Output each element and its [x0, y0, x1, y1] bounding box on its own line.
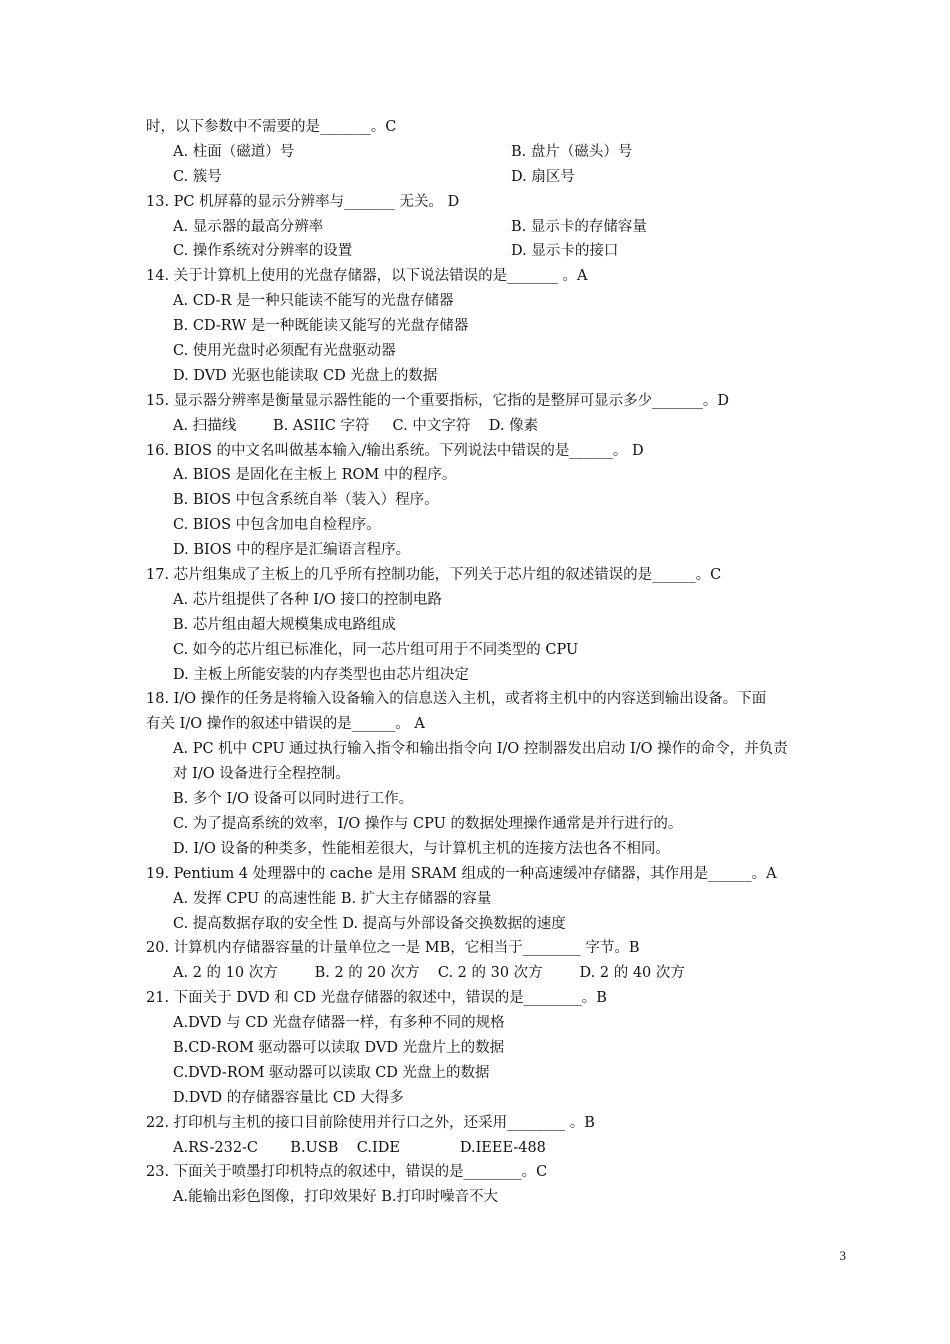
option-line: A. BIOS 是固化在主板上 ROM 中的程序。: [173, 467, 457, 484]
question-line: 18. I/O 操作的任务是将输入设备输入的信息送入主机，或者将主机中的内容送到输出设备。下面: [146, 691, 767, 708]
option-right: D. 显示卡的接口: [511, 243, 619, 260]
option-row: [146, 165, 846, 190]
question-line: 21. 下面关于 DVD 和 CD 光盘存储器的叙述中，错误的是________。B: [146, 990, 607, 1007]
option-line: B. 芯片组由超大规模集成电路组成: [173, 616, 396, 633]
question-line: 有关 I/O 操作的叙述中错误的是______。 A: [146, 716, 425, 733]
option-line: A. 芯片组提供了各种 I/O 接口的控制电路: [173, 591, 442, 608]
option-line: D. BIOS 中的程序是汇编语言程序。: [173, 542, 411, 559]
option-line: C. 使用光盘时必须配有光盘驱动器: [173, 343, 396, 360]
option-row: [146, 215, 846, 240]
option-line: A. 发挥 CPU 的高速性能 B. 扩大主存储器的容量: [173, 890, 492, 907]
option-row: [146, 239, 846, 264]
option-line: B. CD-RW 是一种既能读又能写的光盘存储器: [173, 318, 469, 335]
question-list: [146, 115, 846, 1210]
question-line: 17. 芯片组集成了主板上的几乎所有控制功能，下列关于芯片组的叙述错误的是______。C: [146, 567, 722, 584]
option-line: A. PC 机中 CPU 通过执行输入指令和输出指令向 I/O 控制器发出启动 I/O 操作的命令，并负责: [173, 741, 788, 758]
question-line: 时，以下参数中不需要的是_______。C: [146, 119, 397, 135]
option-line: B. BIOS 中包含系统自举（装入）程序。: [173, 492, 439, 509]
option-line: D. DVD 光驱也能读取 CD 光盘上的数据: [173, 367, 438, 384]
option-line: C. BIOS 中包含加电自检程序。: [173, 517, 381, 534]
question-line: 13. PC 机屏幕的显示分辨率与_______ 无关。 D: [146, 193, 460, 210]
option-right: D. 扇区号: [511, 168, 575, 185]
question-line: 20. 计算机内存储器容量的计量单位之一是 MB，它相当于________ 字节。B: [146, 940, 640, 957]
question-line: 14. 关于计算机上使用的光盘存储器，以下说法错误的是_______ 。A: [146, 268, 588, 285]
option-line: C. 为了提高系统的效率，I/O 操作与 CPU 的数据处理操作通常是并行进行的。: [173, 815, 683, 832]
option-line: C. 如今的芯片组已标准化，同一芯片组可用于不同类型的 CPU: [173, 641, 579, 658]
option-line: D.DVD 的存储器容量比 CD 大得多: [173, 1089, 404, 1106]
option-line: A.RS-232-C B.USB C.IDE D.IEEE-488: [173, 1139, 546, 1156]
question-line: 23. 下面关于喷墨打印机特点的叙述中，错误的是________。C: [146, 1164, 548, 1181]
option-row: [146, 140, 846, 165]
option-line: A. 2 的 10 次方 B. 2 的 20 次方 C. 2 的 30 次方 D. 2 的 40 次方: [173, 965, 685, 982]
option-left: A. 柱面（磁道）号: [173, 143, 295, 160]
option-line: 对 I/O 设备进行全程控制。: [173, 766, 350, 783]
option-line: A. CD-R 是一种只能读不能写的光盘存储器: [173, 293, 454, 310]
option-line: C. 提高数据存取的安全性 D. 提高与外部设备交换数据的速度: [173, 915, 566, 932]
question-line: 19. Pentium 4 处理器中的 cache 是用 SRAM 组成的一种高速缓冲存储器，其作用是______。A: [146, 865, 777, 882]
option-line: A.DVD 与 CD 光盘存储器一样，有多种不同的规格: [173, 1015, 505, 1032]
option-left: C. 簇号: [173, 168, 222, 185]
option-right: B. 盘片（磁头）号: [511, 143, 633, 160]
option-line: B.CD-ROM 驱动器可以读取 DVD 光盘片上的数据: [173, 1039, 505, 1056]
option-right: B. 显示卡的存储容量: [511, 218, 647, 235]
option-line: A.能输出彩色图像，打印效果好 B.打印时噪音不大: [173, 1189, 498, 1206]
question-line: 16. BIOS 的中文名叫做基本输入/输出系统。下列说法中错误的是______。 D: [146, 442, 644, 459]
option-line: D. 主板上所能安装的内存类型也由芯片组决定: [173, 666, 469, 683]
question-line: 15. 显示器分辨率是衡量显示器性能的一个重要指标，它指的是整屏可显示多少_______。D: [146, 392, 730, 409]
option-left: A. 显示器的最高分辨率: [173, 218, 324, 235]
option-line: B. 多个 I/O 设备可以同时进行工作。: [173, 791, 414, 808]
option-line: A. 扫描线 B. ASIIC 字符 C. 中文字符 D. 像素: [173, 417, 539, 434]
page-number: 3: [839, 1248, 846, 1263]
option-line: D. I/O 设备的种类多，性能相差很大，与计算机主机的连接方法也各不相同。: [173, 840, 670, 857]
question-line: 22. 打印机与主机的接口目前除使用并行口之外，还采用________ 。B: [146, 1114, 595, 1131]
option-line: C.DVD-ROM 驱动器可以读取 CD 光盘上的数据: [173, 1064, 490, 1081]
option-left: C. 操作系统对分辨率的设置: [173, 243, 353, 260]
